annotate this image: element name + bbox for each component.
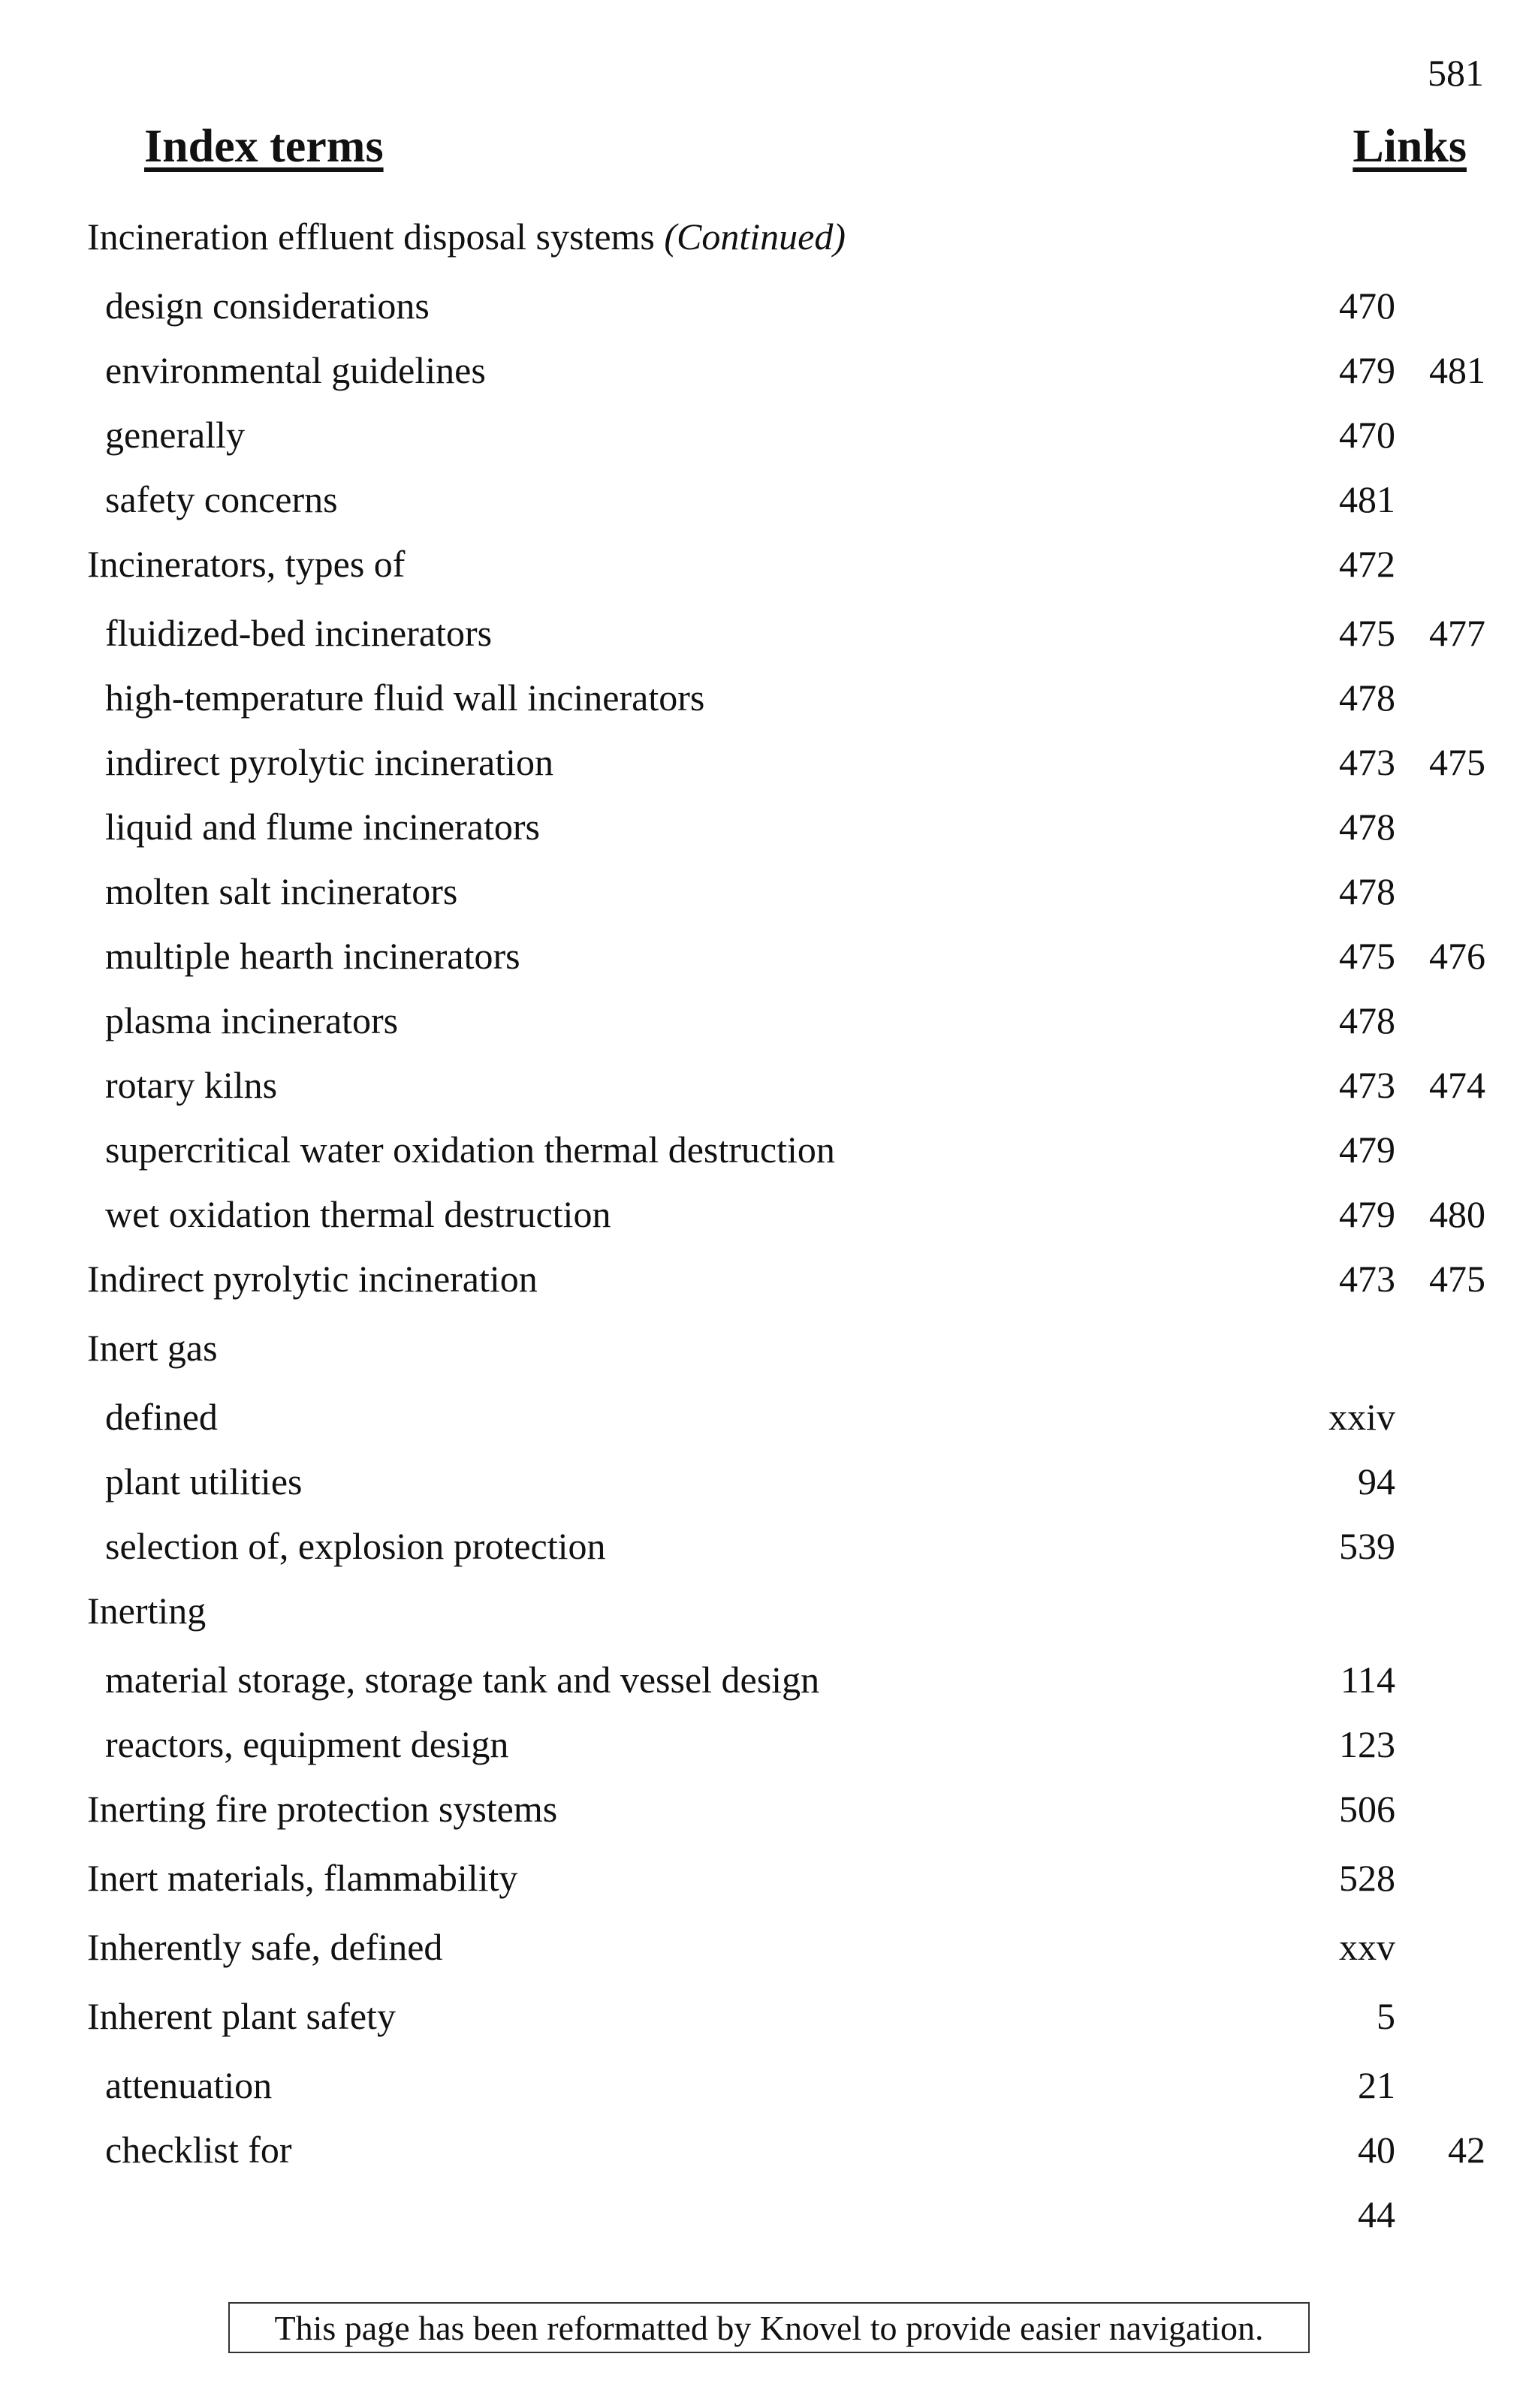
- index-term: [105, 1658, 819, 1701]
- page-link[interactable]: 477: [1429, 612, 1485, 654]
- index-term: [105, 2063, 272, 2107]
- index-term-text: liquid and flume incinerators: [105, 806, 541, 848]
- page-link[interactable]: 5: [1377, 1995, 1395, 2037]
- index-term: [87, 1856, 517, 1900]
- index-term-text: multiple hearth incinerators: [105, 935, 520, 977]
- index-term: [105, 2128, 292, 2171]
- page-link[interactable]: xxv: [1339, 1926, 1395, 1968]
- index-term-text: Inerting: [87, 1590, 207, 1632]
- page-link[interactable]: 479: [1339, 1129, 1395, 1171]
- index-entries-list: [0, 210, 1538, 2253]
- index-term: [105, 805, 540, 848]
- index-term: [105, 934, 520, 978]
- index-term-text: indirect pyrolytic incineration: [105, 741, 554, 783]
- page-link[interactable]: 470: [1339, 414, 1395, 456]
- index-entry: [0, 1852, 1538, 1921]
- index-term-text: Inerting fire protection systems: [87, 1788, 558, 1830]
- index-subentry: [0, 994, 1538, 1059]
- index-term-text: plasma incinerators: [105, 999, 399, 1041]
- page-link[interactable]: 480: [1429, 1193, 1485, 1235]
- index-entry: [0, 1584, 1538, 1653]
- index-term-text: material storage, storage tank and vessel design: [105, 1659, 820, 1701]
- index-term: [105, 740, 553, 784]
- page-link[interactable]: 475: [1339, 612, 1395, 654]
- index-term-text: attenuation: [105, 2064, 273, 2106]
- index-term: [105, 1722, 508, 1766]
- page-link[interactable]: 476: [1429, 935, 1485, 977]
- index-term-text: checklist for: [105, 2129, 292, 2171]
- page-link[interactable]: 40: [1358, 2129, 1395, 2171]
- index-term: [105, 284, 430, 327]
- index-term: [87, 215, 846, 258]
- page-link[interactable]: xxiv: [1328, 1396, 1395, 1438]
- index-term: [87, 1994, 396, 2038]
- page-link[interactable]: 478: [1339, 677, 1395, 719]
- index-subentry: [0, 1059, 1538, 1123]
- index-terms-heading: Index terms: [144, 121, 384, 172]
- page-link[interactable]: 123: [1339, 1723, 1395, 1765]
- index-term: [87, 1326, 218, 1370]
- index-term: [105, 348, 486, 392]
- index-subentry: [0, 1123, 1538, 1188]
- index-term: [105, 1063, 277, 1107]
- index-term-text: Inert materials, flammability: [87, 1857, 518, 1899]
- page-link[interactable]: 506: [1339, 1788, 1395, 1830]
- index-entry: [0, 1921, 1538, 1990]
- index-subentry: [0, 279, 1538, 344]
- index-term: [87, 542, 405, 586]
- index-term: [105, 611, 492, 655]
- page-link[interactable]: 472: [1339, 543, 1395, 585]
- page-link[interactable]: 479: [1339, 1193, 1395, 1235]
- index-entry: [0, 1322, 1538, 1391]
- index-term-note: (Continued): [664, 215, 846, 258]
- index-term-text: fluidized-bed incinerators: [105, 612, 493, 654]
- index-term-text: generally: [105, 414, 246, 456]
- index-subentry: [0, 344, 1538, 408]
- index-term-text: Indirect pyrolytic incineration: [87, 1258, 538, 1300]
- index-subentry: [0, 1653, 1538, 1718]
- index-subentry: [0, 1188, 1538, 1252]
- index-header: [0, 120, 1538, 180]
- page-link[interactable]: 475: [1429, 1258, 1485, 1300]
- index-term-text: Incineration effluent disposal systems: [87, 215, 655, 258]
- index-term: [105, 676, 704, 719]
- page-link[interactable]: 94: [1358, 1460, 1395, 1502]
- index-entry: [0, 1252, 1538, 1322]
- index-term-text: defined: [105, 1396, 218, 1438]
- index-term: [105, 1524, 606, 1568]
- index-subentry: [0, 2123, 1538, 2188]
- page-link[interactable]: 478: [1339, 806, 1395, 848]
- page-link[interactable]: 478: [1339, 999, 1395, 1041]
- index-term-text: wet oxidation thermal destruction: [105, 1193, 611, 1235]
- page-link[interactable]: 42: [1448, 2129, 1485, 2171]
- index-subentry: [0, 473, 1538, 538]
- index-term: [105, 1460, 302, 1503]
- index-subentry: [0, 736, 1538, 800]
- index-term-text: Inherent plant safety: [87, 1995, 396, 2037]
- index-term-text: safety concerns: [105, 478, 338, 520]
- index-term-text: Inert gas: [87, 1327, 218, 1369]
- index-term-text: Incinerators, types of: [87, 543, 406, 585]
- index-term: [87, 1787, 557, 1831]
- index-term: [105, 999, 398, 1042]
- index-subentry: [0, 408, 1538, 473]
- index-entry: [0, 1783, 1538, 1852]
- index-term-text: selection of, explosion protection: [105, 1525, 606, 1567]
- page-link[interactable]: 478: [1339, 870, 1395, 912]
- page-link[interactable]: 528: [1339, 1857, 1395, 1899]
- links-heading: Links: [1353, 121, 1467, 172]
- page-number: 581: [1428, 52, 1484, 94]
- index-term-text: molten salt incinerators: [105, 870, 458, 912]
- index-subentry: [0, 865, 1538, 930]
- index-term-text: Inherently safe, defined: [87, 1926, 443, 1968]
- index-entry: [0, 538, 1538, 607]
- index-subentry: [0, 2188, 1538, 2253]
- index-term: [105, 869, 457, 913]
- index-subentry: [0, 1520, 1538, 1584]
- page-link[interactable]: 473: [1339, 1258, 1395, 1300]
- index-subentry: [0, 1718, 1538, 1783]
- index-term: [87, 1925, 442, 1969]
- page-link[interactable]: 475: [1339, 935, 1395, 977]
- page-link[interactable]: 481: [1339, 478, 1395, 520]
- index-entry: [0, 1990, 1538, 2059]
- index-term-text: plant utilities: [105, 1460, 303, 1502]
- index-term-text: supercritical water oxidation thermal destruction: [105, 1129, 835, 1171]
- index-entry: [0, 210, 1538, 279]
- index-subentry: [0, 1391, 1538, 1455]
- index-subentry: [0, 1455, 1538, 1520]
- index-subentry: [0, 930, 1538, 994]
- page-link[interactable]: 21: [1358, 2064, 1395, 2106]
- page-link[interactable]: 539: [1339, 1525, 1395, 1567]
- page-link[interactable]: 473: [1339, 1064, 1395, 1106]
- index-term-text: environmental guidelines: [105, 349, 486, 391]
- index-term: [87, 1257, 538, 1300]
- index-subentry: [0, 2059, 1538, 2123]
- page-link[interactable]: 470: [1339, 285, 1395, 327]
- index-term: [105, 413, 245, 457]
- page-link[interactable]: 475: [1429, 741, 1485, 783]
- index-term: [105, 1128, 835, 1171]
- index-subentry: [0, 800, 1538, 865]
- knovel-reformat-notice: This page has been reformatted by Knovel to provide easier navigation.: [228, 2302, 1310, 2353]
- index-term-text: high-temperature fluid wall incinerators: [105, 677, 705, 719]
- page-link[interactable]: 473: [1339, 741, 1395, 783]
- page-link[interactable]: 481: [1429, 349, 1485, 391]
- index-term-text: rotary kilns: [105, 1064, 278, 1106]
- page-link[interactable]: 44: [1358, 2193, 1395, 2235]
- index-subentry: [0, 671, 1538, 736]
- index-term-text: design considerations: [105, 285, 430, 327]
- page-link[interactable]: 479: [1339, 349, 1395, 391]
- index-term-text: reactors, equipment design: [105, 1723, 509, 1765]
- index-term: [105, 1395, 218, 1439]
- index-term: [105, 1192, 611, 1236]
- index-term: [105, 478, 338, 521]
- index-term: [87, 1589, 206, 1632]
- index-subentry: [0, 607, 1538, 671]
- page-link[interactable]: 114: [1340, 1659, 1395, 1701]
- page-link[interactable]: 474: [1429, 1064, 1485, 1106]
